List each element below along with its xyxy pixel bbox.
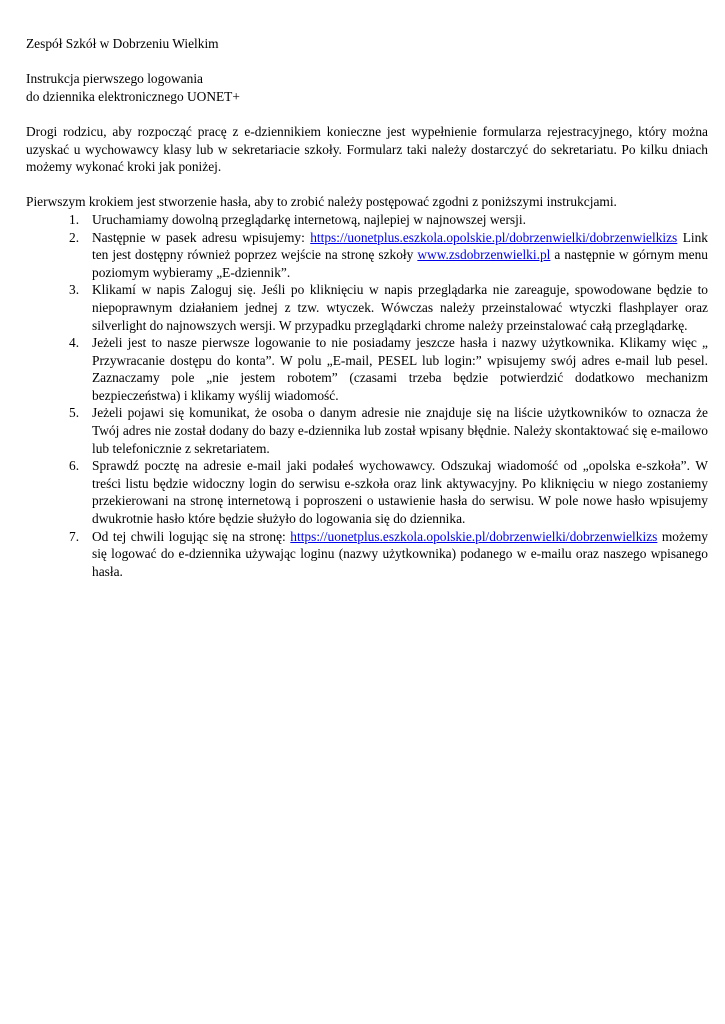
school-name: Zespół Szkół w Dobrzeniu Wielkim xyxy=(26,36,219,51)
instruction-list xyxy=(26,211,708,580)
spacer xyxy=(26,53,708,71)
document-page xyxy=(26,35,708,580)
spacer xyxy=(26,176,708,194)
document-title: Instrukcja pierwszego logowania xyxy=(26,71,203,87)
uonet-login-link[interactable]: https://uonetplus.eszkola.opolskie.pl/dobrzenwielki/dobrzenwielkizs xyxy=(290,528,658,544)
step-number: 4. xyxy=(69,335,80,351)
step-text: Jeżeli pojawi się komunikat, że osoba o danym adresie nie znajduje się na liście użytkowników to oznacza że Twój adres nie został dodany do bazy e-dziennika lub został wpisany błędnie. Należy skontaktować się e-mailowo lub telefonicznie z sekretariatem. xyxy=(92,405,708,456)
step-text: Klikamí w napis Zaloguj się. Jeśli po kliknięciu w napis przeglądarka nie zareaguje, spowodowane będzie to niepoprawnym działaniem jednej z tzw. wtyczek. Wówczas należy przeinstalować wtyczki flashplayer oraz silverlight do najnowszych wersji. W przypadku przeglądarki chrome należy przeinstalować całą przeglądarkę. xyxy=(92,282,708,333)
school-website-link[interactable]: www.zsdobrzenwielki.pl xyxy=(417,247,551,263)
list-item xyxy=(26,528,708,581)
step-text: możemy się logować do e-dziennika używając loginu (nazwy użytkownika) podanego w e-mailu oraz naszego wpisanego hasła. xyxy=(92,528,708,579)
step-number: 3. xyxy=(69,282,80,298)
step-text: Następnie w pasek adresu wpisujemy: xyxy=(92,229,311,245)
lead-paragraph: Pierwszym krokiem jest stworzenie hasła, aby to zrobić należy postępować zgodni z poniższymi instrukcjami. xyxy=(26,194,617,210)
step-number: 5. xyxy=(69,405,80,421)
list-item xyxy=(26,211,708,229)
spacer xyxy=(26,105,708,123)
step-number: 1. xyxy=(69,211,80,227)
document-subtitle: do dziennika elektronicznego UONET+ xyxy=(26,88,240,104)
step-number: 2. xyxy=(69,229,80,245)
list-item xyxy=(26,457,708,527)
uonet-login-link[interactable]: https://uonetplus.eszkola.opolskie.pl/dobrzenwielki/dobrzenwielkizs xyxy=(310,229,678,245)
list-item xyxy=(26,281,708,334)
step-text: Jeżeli jest to nasze pierwsze logowanie to nie posiadamy jeszcze hasła i nazwy użytkownika. Klikamy więc „ Przywracanie dostępu do konta”. W polu „E-mail, PESEL lub login:” wpisujemy swój adres e-mail lub pesel. Zaznaczamy pole „nie jestem robotem” (czasami trzeba będzie potwierdzić dodatkowo mechanizm bezpieczeństwa) i klikamy wyślij wiadomość. xyxy=(92,335,708,403)
step-number: 6. xyxy=(69,458,80,474)
list-item xyxy=(26,229,708,282)
intro-paragraph: Drogi rodzicu, aby rozpocząć pracę z e-dziennikiem konieczne jest wypełnienie formularza rejestracyjnego, który można uzyskać u wychowawcy klasy lub w sekretariacie szkoły. Formularz taki należy dostarczyć do sekretariatu. Po kilku dniach możemy wykonać kroki jak poniżej. xyxy=(26,123,708,175)
step-text: Link ten jest dostępny również poprzez wejście na stronę szkoły xyxy=(92,229,708,263)
list-item xyxy=(26,404,708,457)
step-number: 7. xyxy=(69,528,80,544)
step-text: Uruchamiamy dowolną przeglądarkę internetową, najlepiej w najnowszej wersji. xyxy=(92,211,526,227)
list-item xyxy=(26,334,708,404)
step-text: Sprawdź pocztę na adresie e-mail jaki podałeś wychowawcy. Odszukaj wiadomość od „opolska e-szkoła”. W treści listu będzie widoczny login do serwisu e-szkoła oraz link aktywacyjny. Po kliknięciu w niego zostaniemy przekierowani na stronę internetową i poproszeni o ustawienie hasła do serwisu. W pole nowe hasło wpisujemy dwukrotnie hasło które będzie służyło do logowania się do dziennika. xyxy=(92,458,708,527)
step-text: Od tej chwili logując się na stronę: xyxy=(92,528,291,544)
step-text: a następnie w górnym menu poziomym wybieramy „E-dziennik”. xyxy=(92,247,708,280)
